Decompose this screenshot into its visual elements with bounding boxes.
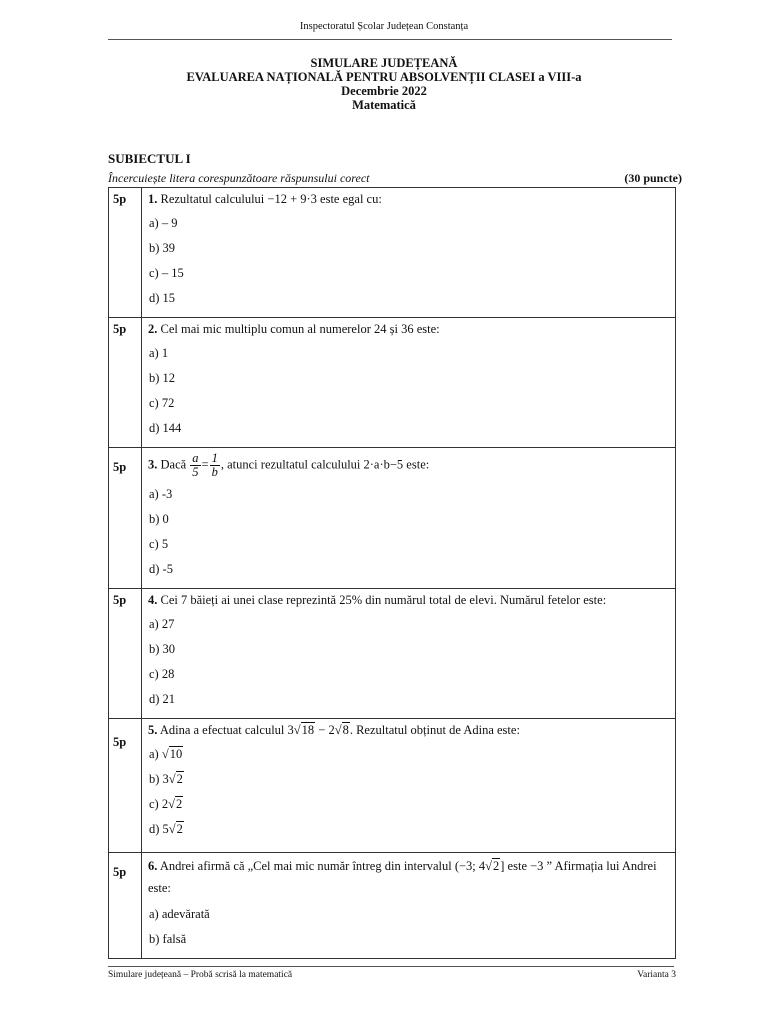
- option-label: d) 5√: [149, 822, 176, 836]
- question-row-6: [109, 853, 676, 959]
- fraction-1-over-b: [210, 452, 220, 479]
- question-cell: [142, 188, 676, 318]
- option-label: a) √: [149, 747, 169, 761]
- question-number: 3.: [148, 457, 158, 472]
- question-text: [148, 591, 675, 609]
- option-a[interactable]: a) -3: [149, 487, 173, 501]
- fraction-numerator: a: [192, 451, 199, 465]
- option-c[interactable]: c) – 15: [149, 266, 184, 280]
- question-prefix: Dacă: [160, 457, 187, 472]
- option-a[interactable]: a) adevărată: [149, 907, 210, 921]
- score-label: 5p: [113, 865, 127, 879]
- title-line-4: Matematică: [352, 98, 416, 112]
- radicand: 8: [342, 723, 349, 737]
- question-row-4: [109, 589, 676, 719]
- question-statement: Cel mai mic multiplu comun al numerelor 24 și 36 este:: [160, 322, 440, 336]
- option-a[interactable]: a) 27: [149, 617, 175, 631]
- question-text-part: ] este −3 ” Afirmația lui Andrei este:: [148, 859, 657, 895]
- question-cell: [142, 318, 676, 448]
- question-row-5: [109, 719, 676, 853]
- fraction-denominator: 5: [192, 465, 199, 479]
- institution-header: Inspectoratul Școlar Județean Constanța: [299, 21, 469, 32]
- question-text: [148, 721, 675, 739]
- score-cell: 5p: [109, 188, 142, 318]
- fraction-numerator: 1: [211, 451, 218, 465]
- option-d[interactable]: d) -5: [149, 562, 173, 576]
- radicand: 18: [301, 723, 315, 737]
- footer-variant: Varianta 3: [637, 970, 676, 980]
- option-d[interactable]: d) 21: [149, 692, 176, 706]
- radicand: 10: [169, 747, 183, 761]
- option-d[interactable]: [148, 819, 675, 844]
- option-b[interactable]: b) falsă: [149, 932, 187, 946]
- question-text-part: Andrei afirmă că „Cel mai mic număr întreg din intervalul (−3; 4√: [159, 859, 493, 873]
- option-b[interactable]: [148, 769, 675, 794]
- question-cell: [142, 448, 676, 589]
- option-c[interactable]: c) 72: [149, 396, 175, 410]
- score-cell: [109, 853, 142, 959]
- question-cell: [142, 853, 676, 959]
- score-cell: 5p: [109, 589, 142, 719]
- questions-table: [108, 187, 676, 959]
- subject-heading: SUBIECTUL I: [108, 151, 191, 166]
- question-row-1: [109, 188, 676, 318]
- option-label: c) 2√: [149, 797, 175, 811]
- title-line-2: EVALUAREA NAȚIONALĂ PENTRU ABSOLVENȚII CLASEI a VIII-a: [186, 70, 582, 84]
- option-a[interactable]: a) – 9: [149, 216, 178, 230]
- option-c[interactable]: c) 5: [149, 537, 169, 551]
- question-cell: [142, 589, 676, 719]
- question-suffix: , atunci rezultatul calculului 2·a·b−5 este:: [220, 457, 430, 472]
- exam-title: [0, 56, 768, 112]
- score-label: 5p: [113, 735, 127, 749]
- radicand: 2: [176, 772, 183, 786]
- score-label: 5p: [113, 460, 127, 474]
- question-row-2: [109, 318, 676, 448]
- question-statement: Cei 7 băieți ai unei clase reprezintă 25% din numărul total de elevi. Numărul fetelor este:: [160, 593, 607, 607]
- option-c[interactable]: [148, 794, 675, 819]
- option-b[interactable]: b) 12: [149, 371, 176, 385]
- question-text: [148, 190, 675, 208]
- option-c[interactable]: c) 28: [149, 667, 175, 681]
- radicand: 2: [175, 797, 183, 811]
- question-row-3: [109, 448, 676, 589]
- question-statement: Rezultatul calculului −12 + 9·3 este egal cu:: [160, 192, 382, 206]
- subject-points: (30 puncte): [624, 171, 682, 185]
- score-cell: [109, 719, 142, 853]
- question-number: 6.: [148, 859, 158, 873]
- question-cell: [142, 719, 676, 853]
- score-cell: 5p: [109, 318, 142, 448]
- question-text-part: . Rezultatul obținut de Adina este:: [349, 723, 520, 737]
- equals-sign: =: [201, 457, 209, 472]
- option-a[interactable]: a) 1: [149, 346, 169, 360]
- title-line-1: SIMULARE JUDEȚEANĂ: [310, 56, 458, 70]
- header-divider: [108, 39, 672, 40]
- question-text: [148, 450, 675, 479]
- question-text-part: Adina a efectuat calculul 3√: [159, 723, 301, 737]
- option-b[interactable]: b) 39: [149, 241, 176, 255]
- option-label: b) 3√: [149, 772, 176, 786]
- option-b[interactable]: b) 0: [149, 512, 169, 526]
- question-number: 2.: [148, 322, 158, 336]
- score-cell: [109, 448, 142, 589]
- title-line-3: Decembrie 2022: [341, 84, 427, 98]
- fraction-a-over-5: [190, 452, 200, 479]
- question-text: [148, 320, 675, 338]
- subject-instruction: Încercuiește litera corespunzătoare răspunsului corect: [108, 171, 370, 185]
- radicand: 2: [176, 822, 183, 836]
- radicand: 2: [493, 859, 500, 873]
- question-text-part: − 2√: [315, 723, 342, 737]
- option-d[interactable]: d) 15: [149, 291, 176, 305]
- question-text: [148, 855, 675, 899]
- question-number: 1.: [148, 192, 158, 206]
- question-number: 4.: [148, 593, 158, 607]
- option-d[interactable]: d) 144: [149, 421, 182, 435]
- footer-divider: [108, 966, 674, 967]
- footer-exam-label: Simulare județeană – Probă scrisă la matematică: [108, 970, 293, 980]
- question-number: 5.: [148, 723, 158, 737]
- option-a[interactable]: [148, 744, 675, 769]
- option-b[interactable]: b) 30: [149, 642, 176, 656]
- fraction-denominator: b: [211, 465, 218, 479]
